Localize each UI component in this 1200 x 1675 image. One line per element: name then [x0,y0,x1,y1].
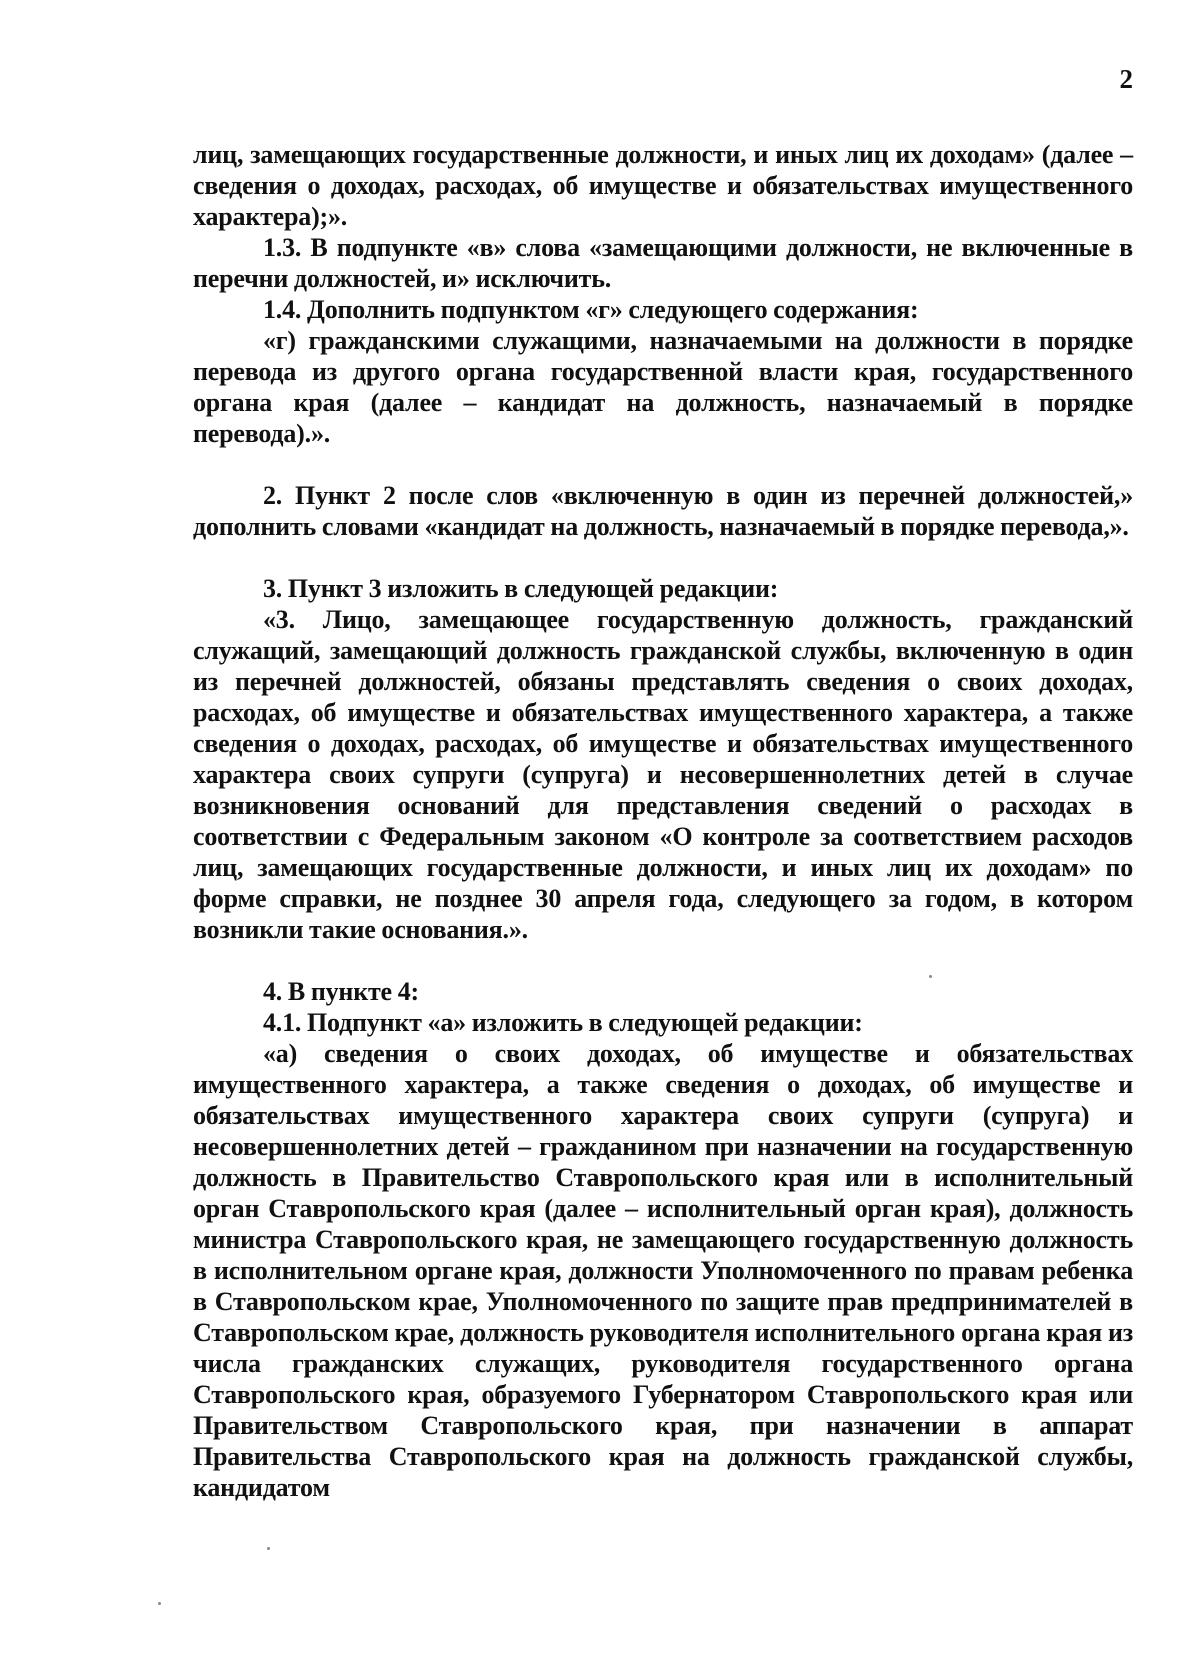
paragraph: «г) гражданскими служащими, назначаемыми на должности в порядке перевода из другого органа государственной власти края, государственного органа края (далее – кандидат на должность, назначаемый в порядке перевода).». [193,326,1133,448]
scan-speck [267,1547,270,1550]
paragraph: 4.1. Подпункт «а» изложить в следующей редакции: [263,1008,863,1037]
scan-speck [929,975,932,978]
paragraph-spacer [193,449,1133,480]
paragraph: «3. Лицо, замещающее государственную должность, гражданский служащий, замещающий должность гражданской службы, включенную в один из перечней должностей, обязаны представлять сведения о своих доходах, расходах, об имуществе и обязательствах имущественного характера, а также сведения о доходах, расходах, об имуществе и обязательствах имущественного характера своих супруги (супруга) и несовершеннолетних детей в случае возникновения оснований для представления сведений о расходах в соответствии с Федеральным законом «О контроле за соответствием расходов лиц, замещающих государственные должности, и иных лиц их доходам» по форме справки, не позднее 30 апреля года, следующего за годом, в котором возникли такие основания.». [193,605,1133,944]
paragraph: «а) сведения о своих доходах, об имуществе и обязательствах имущественного характера, а также сведения о доходах, об имуществе и обязательствах имущественного характера своих супруги (супруга) и несовершеннолетних детей – гражданином при назначении на государственную должность в Правительство Ставропольского края или в исполнительный орган Ставропольского края (далее – исполнительный орган края), должность министра Ставропольского края, не замещающего государственную должность в исполнительном органе края, должности Уполномоченного по правам ребенка в Ставропольском крае, Уполномоченного по защите прав предпринимателей в Ставропольском крае, должность руководителя исполнительного органа края из числа гражданских служащих, руководителя государственного органа Ставропольского края, образуемого Губернатором Ставропольского края или Правительством Ставропольского края, при назначении в аппарат Правительства Ставропольского края на должность гражданской службы, кандидатом [193,1039,1133,1502]
paragraph-spacer [193,945,1133,976]
document-body [193,139,1133,1503]
paragraph: лиц, замещающих государственные должности, и иных лиц их доходам» (далее – сведения о доходах, расходах, об имуществе и обязательствах имущественного характера);». [193,140,1133,231]
paragraph: 2. Пункт 2 после слов «включенную в один из перечней должностей,» дополнить словами «кандидат на должность, назначаемый в порядке перевода,». [193,481,1133,541]
paragraph: 1.4. Дополнить подпунктом «г» следующего содержания: [263,295,919,324]
scan-speck [158,1602,161,1605]
paragraph: 1.3. В подпункте «в» слова «замещающими должности, не включенные в перечни должностей, и» исключить. [193,233,1133,293]
paragraph: 4. В пункте 4: [263,977,419,1006]
page-number: 2 [1119,64,1133,94]
paragraph-spacer [193,542,1133,573]
paragraph: 3. Пункт 3 изложить в следующей редакции: [263,574,779,603]
